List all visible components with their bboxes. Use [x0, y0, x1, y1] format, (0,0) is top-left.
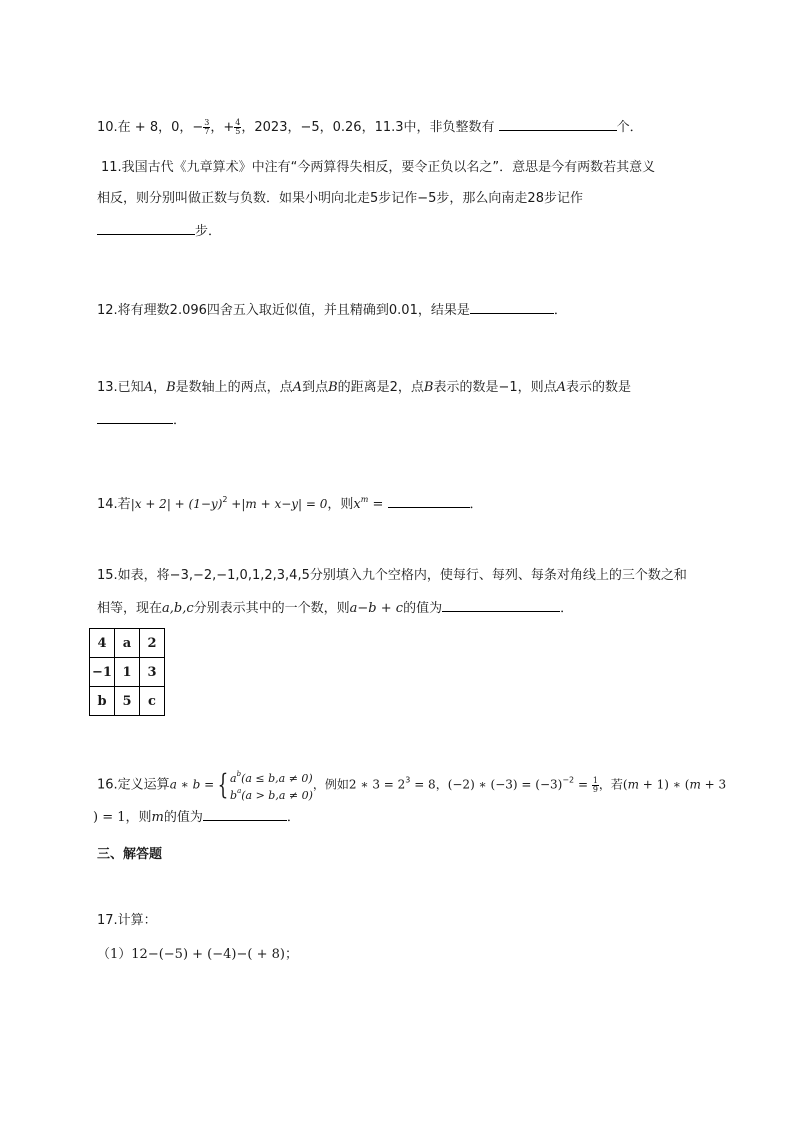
question-11-line1: 11.我国古代《九章算术》中注有“今两算得失相反，要令正负以名之”．意思是今有两数若其意义 [101, 160, 656, 175]
table-row [90, 658, 165, 687]
question-13-line2 [97, 410, 186, 430]
question-16-line2: ) = 1，则m的值为 ． [93, 807, 300, 827]
q13-end: ． [173, 413, 187, 428]
q16-answer-blank[interactable] [203, 807, 287, 821]
q10-end: 个． [616, 120, 643, 135]
table-cell: −1 [90, 658, 115, 687]
q16-piecewise: { $a^b(a \le b,a \ne 0)$ $b^a(a > b,a \ne 0)$ [217, 768, 313, 802]
table-cell: 4 [90, 629, 115, 658]
q12-answer-blank[interactable] [470, 300, 554, 314]
table-cell: b [90, 687, 115, 716]
table-cell: 5 [115, 687, 140, 716]
table-row [90, 687, 165, 716]
question-13: 13.已知A，B是数轴上的两点，点A到点B的距离是2，点B表示的数是−1，则点A表示的数是 [97, 380, 632, 395]
q10-answer-blank[interactable] [499, 117, 617, 131]
q11-answer-blank[interactable] [97, 221, 195, 235]
question-15-line1: 15.如表，将−3,−2,−1,0,1,2,3,4,5分别填入九个空格内，使每行、每列、每条对角线上的三个数之和 [97, 568, 687, 583]
q12-end: ． [553, 303, 567, 318]
q10-mid: ，+ [210, 120, 235, 135]
question-14: 14.若$|x + 2| + (1-y)^2 +|m + x-y| = 0$，则$x^m$ = ． [97, 495, 483, 512]
question-17-item-1: （1）12−(−5) + (−4)−( + 8)； [97, 947, 298, 962]
q10-fraction-1: $\frac{3}{7}$ [204, 118, 210, 136]
q16-fraction: $\frac{1}{9}$ [592, 775, 598, 794]
q11-end: 步． [195, 224, 222, 239]
q15-answer-blank[interactable] [442, 598, 560, 612]
question-17-title: 17.计算： [97, 913, 157, 928]
table-cell: 3 [140, 658, 165, 687]
q14-end: ． [469, 497, 483, 512]
table-cell: 1 [115, 658, 140, 687]
q10-prefix: 10.在 + 8，0，− [97, 120, 204, 135]
section-3-heading: 三、解答题 [97, 847, 163, 862]
question-16: 16.定义运算a ∗ b = { $a^b(a \le b,a \ne 0)$ $b^a(a > b,a \ne 0)$ ，例如2 ∗ $3 = 2^3 = 8$，(−2) ∗ $(-3) = (-3)^{-2}$ = $\frac{1}{9}$ ，若(m + 1) ∗ (m + 3 [97, 768, 727, 802]
table-cell: 2 [140, 629, 165, 658]
q13-answer-blank[interactable] [97, 410, 173, 424]
table-cell: a [115, 629, 140, 658]
q14-expression: |x + 2| + (1−y) [130, 497, 223, 511]
question-10 [97, 117, 643, 137]
question-11-line2: 相反，则分别叫做正数与负数．如果小明向北走5步记作−5步，那么向南走28步记作 [97, 191, 583, 206]
question-11-line3 [97, 221, 221, 241]
q10-suffix: ，2023，−5，0.26，11.3中，非负整数有 [241, 120, 495, 135]
question-15-line2: 相等，现在a,b,c分别表示其中的一个数，则a−b + c的值为 ． [97, 598, 573, 618]
magic-square-table [89, 628, 165, 716]
table-row [90, 629, 165, 658]
q14-answer-blank[interactable] [388, 494, 470, 508]
table-cell: c [140, 687, 165, 716]
question-12 [97, 300, 567, 320]
q10-fraction-2: $\frac{4}{5}$ [235, 118, 241, 136]
q12-text: 12.将有理数2.096四舍五入取近似值，并且精确到0.01，结果是 [97, 303, 470, 318]
